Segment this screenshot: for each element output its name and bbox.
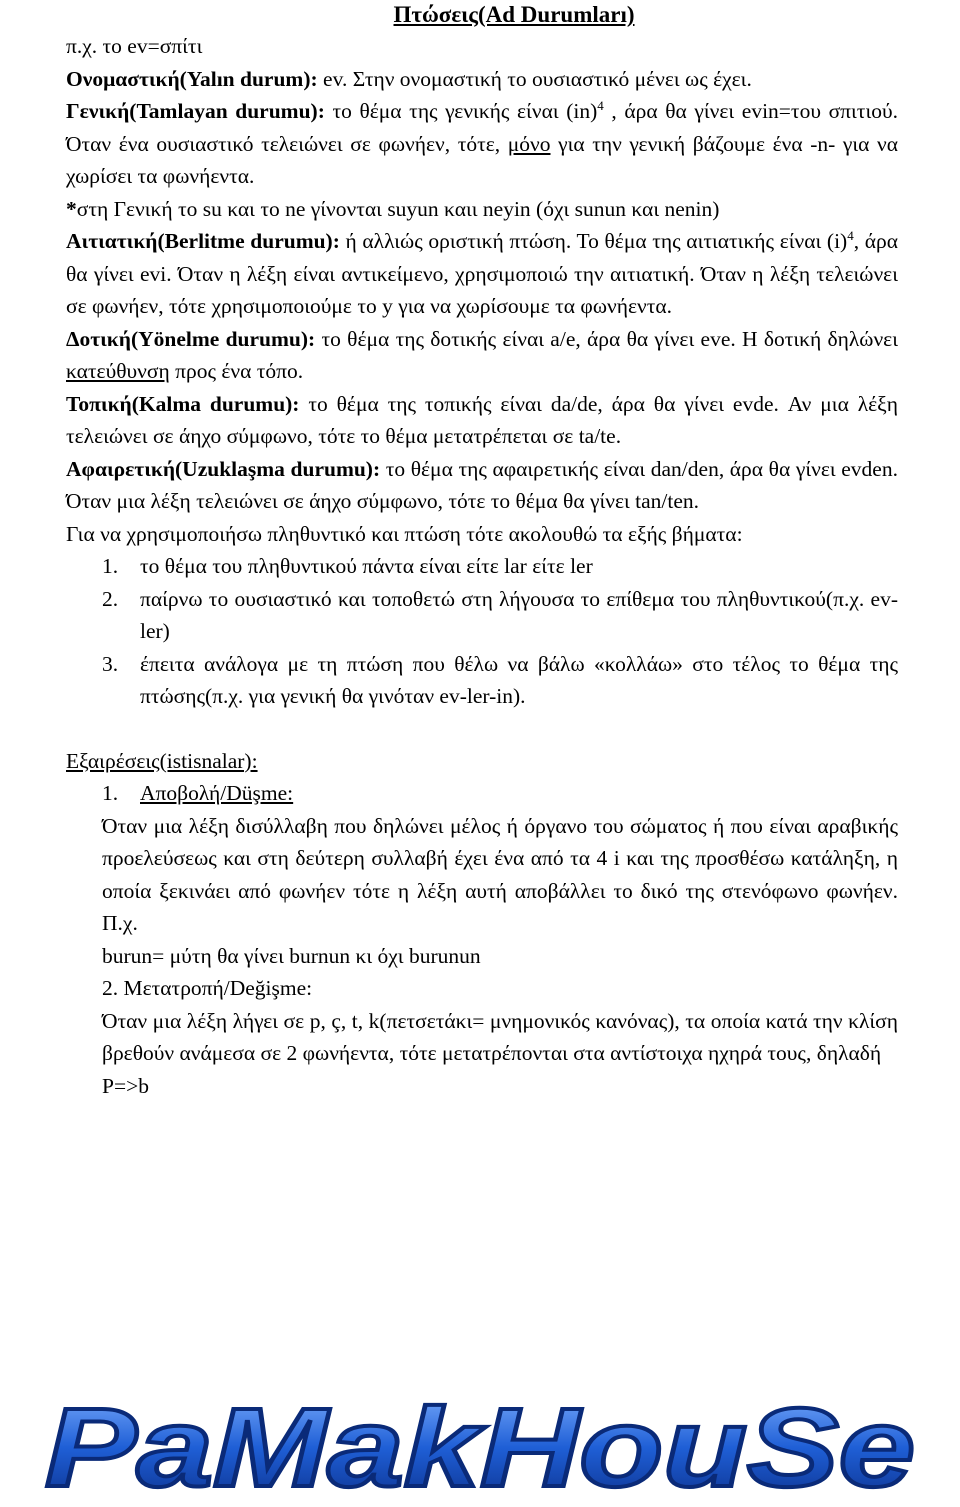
logo-text: PaMakHouSe [45,1390,915,1507]
genitive-only-word: μόνο [507,131,551,156]
exception-1-title: Αποβολή/Düşme: [140,781,294,805]
ablative-paragraph [66,453,898,518]
dative-label: Δοτική(Yönelme durumu): [66,326,316,351]
exception-1-title-wrap [140,777,898,810]
dative-text-1: το θέμα της δοτικής είναι a/e, άρα θα γίνει eve. Η δοτική δηλώνει [315,326,898,351]
list-item [66,648,898,713]
page-title: Πτώσεις(Ad Durumları) [393,2,635,27]
dative-paragraph [66,323,898,388]
list-item-number: 2. [102,586,119,611]
nominative-label: Ονομαστική(Yalın durum): [66,66,318,91]
genitive-label: Γενική(Tamlayan durumu): [66,99,325,123]
accusative-paragraph [66,225,898,323]
list-item-text: έπειτα ανάλογα με τη πτώση που θέλω να βάλω «κολλάω» στο τέλος το θέμα της πτώσης(π.χ. για γενική θα γινόταν ev-ler-in). [140,651,898,708]
genitive-note [66,193,898,226]
genitive-note-text: στη Γενική το su και το ne γίνονται suyun καιι neyin (όχι sunun και nenin) [76,196,720,221]
accusative-superscript: 4 [847,227,854,243]
genitive-paragraph [66,95,898,193]
example-line: π.χ. το ev=σπίτι [66,34,203,58]
genitive-text-1: το θέμα της γενικής είναι (in) [324,99,598,123]
exceptions-title-text: Εξαιρέσεις(istisnalar): [66,748,258,773]
spacer [66,713,898,745]
exception-1-example: burun= μύτη θα γίνει burnun κι όχι burunun [102,943,481,968]
exception-1-text: Όταν μια λέξη δισύλλαβη που δηλώνει μέλος ή όργανο του σώματος ή που είναι αραβικής προελεύσεως και στη δεύτερη συλλαβή έχει ένα από τα 4 i και της προσθέσω κατάληξη, η οποία ξεκινάει από φωνήεν τότε η λέξη αυτή αποβάλλει το δικό της στενόφωνο φωνήεν. Π.χ. [102,813,898,935]
list-item-number: 3. [102,651,119,676]
nominative-paragraph [66,63,898,96]
exception-2-text: Όταν μια λέξη λήγει σε p, ç, t, k(πετσετάκι= μνημονικός κανόνας), τα οποία κατά την κλίση βρεθούν ανάμεσα σε 2 φωνήεντα, τότε μετατρέπονται στα αντίστοιχα ηχηρά τους, δηλαδή [102,1008,898,1065]
list-item [66,583,898,648]
accusative-text-2: , άρα θα γίνει evi. Όταν η λέξη είναι αντικείμενο, χρησιμοποιώ την αιτιατική. Όταν η λέξη τελειώνει σε φωνήεν, τότε χρησιμοποιούμε το y για να χωρίσουμε τα φωνήεντα. [66,229,898,318]
ablative-text: το θέμα της αφαιρετικής είναι dan/den, άρα θα γίνει evden. Όταν μια λέξη τελειώνει σε άηχο σύμφωνο, τότε το θέμα θα γίνει tan/ten. [66,456,898,513]
accusative-text-1: ή αλλιώς οριστική πτώση. Το θέμα της αιτιατικής είναι (i) [339,229,848,253]
locative-paragraph [66,388,898,453]
locative-text: το θέμα της τοπικής είναι da/de, άρα θα γίνει evde. Αν μια λέξη τελειώνει σε άηχο σύμφωνο, τότε το θέμα μετατρέπεται σε ta/te. [66,391,898,448]
exception-1-number: 1. [102,781,119,805]
exception-1-heading [66,777,898,810]
genitive-superscript: 4 [597,97,604,113]
dative-text-2: προς ένα τόπο. [169,359,304,383]
pamakhouse-logo [0,1390,960,1507]
genitive-text-2: , άρα θα γίνει evin=του σπιτιού. Όταν ένα ουσιαστικό τελειώνει σε φωνήεν, τότε, [66,99,898,156]
dative-direction-word: κατεύθυνση [66,359,170,383]
ablative-label: Αφαιρετική(Uzuklaşma durumu): [66,456,381,481]
exception-2-rule: P=>b [102,1073,149,1098]
accusative-label: Αιτιατική(Berlitme durumu): [66,229,340,253]
list-item-text: το θέμα του πληθυντικού πάντα είναι είτε lar είτε ler [140,554,593,578]
locative-label: Τοπική(Kalma durumu): [66,391,300,416]
list-item-number: 1. [102,554,119,578]
list-item [66,550,898,583]
exceptions-title [66,745,898,778]
exception-2-title: 2. Μετατροπή/Değişme: [102,976,313,1000]
document-page [66,0,898,1102]
genitive-text-3: για την γενική βάζουμε ένα -n- για να χωρίσει τα φωνήεντα. [66,131,898,188]
plural-intro: Για να χρησιμοποιήσω πληθυντικό και πτώση τότε ακολουθώ τα εξής βήματα: [66,521,743,546]
genitive-note-star: * [66,196,77,221]
nominative-text: ev. Στην ονομαστική το ουσιαστικό μένει ως έχει. [317,66,752,91]
list-item-text: παίρνω το ουσιαστικό και τοποθετώ στη λήγουσα το επίθεμα του πληθυντικού(π.χ. ev-ler) [140,586,898,643]
